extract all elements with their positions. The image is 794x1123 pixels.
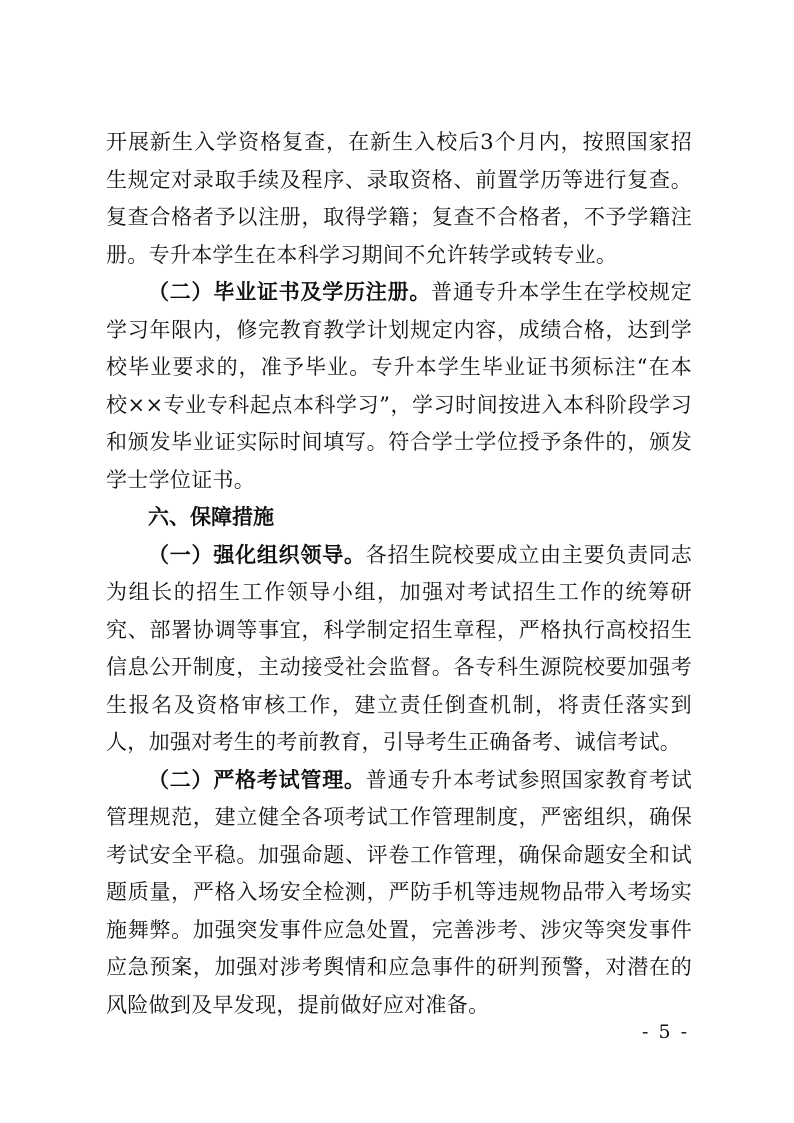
paragraph-lead-heading: （一）强化组织领导。	[148, 542, 366, 567]
page-number: - 5 -	[642, 1021, 690, 1043]
paragraph-text: 普通专升本考试参照国家教育考试管理规范，建立健全各项考试工作管理制度，严密组织，确保考试安全平稳。加强命题、评卷工作管理，确保命题安全和试题质量，严格入场安全检测，严防手机等违规物品带入考场实施舞弊。加强突发事件应急处置，完善涉考、涉灾等突发事件应急预案，加强对涉考舆情和应急事件的研判预警，对潜在的风险做到及早发现，提前做好应对准备。	[106, 767, 693, 1017]
paragraph-text: 开展新生入学资格复查，在新生入校后3个月内，按照国家招生规定对录取手续及程序、录取资格、前置学历等进行复查。复查合格者予以注册，取得学籍；复查不合格者，不予学籍注册。专升本学生在本科学习期间不允许转学或转专业。	[106, 130, 692, 267]
paragraph-text: 各招生院校要成立由主要负责同志为组长的招生工作领导小组，加强对考试招生工作的统筹研究、部署协调等事宜，科学制定招生章程，严格执行高校招生信息公开制度，主动接受社会监督。各专科生源院校要加强考生报名及资格审核工作，建立责任倒查机制，将责任落实到人，加强对考生的考前教育，引导考生正确备考、诚信考试。	[106, 542, 693, 754]
section-heading: 六、保障措施	[148, 505, 274, 529]
document-body	[106, 124, 692, 1024]
paragraph-text: 普通专升本学生在学校规定学习年限内，修完教育教学计划规定内容，成绩合格，达到学校毕业要求的，准予毕业。专升本学生毕业证书须标注“在本校××专业专科起点本科学习”，学习时间按进入本科阶段学习和颁发毕业证实际时间填写。符合学士学位授予条件的，颁发学士学位证书。	[106, 280, 692, 492]
paragraph-lead-heading: （二）毕业证书及学历注册。	[148, 280, 432, 304]
paragraph-organization-leadership	[106, 537, 692, 762]
paragraph-lead-heading: （二）严格考试管理。	[148, 767, 366, 792]
paragraph-exam-management	[106, 762, 692, 1025]
paragraph-diploma-registration	[106, 274, 692, 499]
paragraph-enrollment-review	[106, 124, 692, 274]
